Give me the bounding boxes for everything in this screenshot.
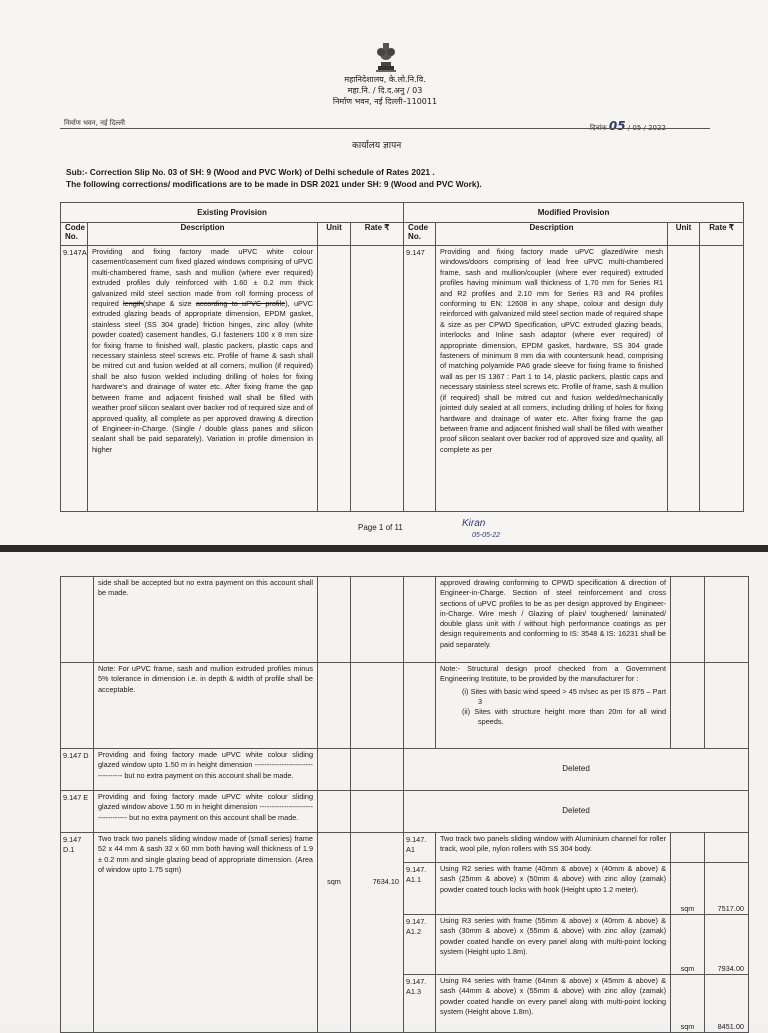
existing-description-cell: Note: For uPVC frame, sash and mullion extruded profiles minus 5% tolerance in dimension i.e. in depth & width of profile shall be acceptable. [94, 663, 318, 749]
subject-block [66, 166, 482, 190]
table-row [61, 833, 749, 863]
modified-rate-cell [700, 246, 744, 512]
modified-rate-cell: 7517.00 [705, 863, 749, 915]
deleted-cell: Deleted [404, 749, 749, 791]
national-emblem-icon [372, 40, 400, 74]
list-item: (ii) Sites with structure height more than 20m for all wind speeds. [462, 707, 666, 727]
existing-provision-header: Existing Provision [61, 203, 404, 223]
code-cell: 9.147 D [61, 749, 94, 791]
code-cell: 9.147 E [61, 791, 94, 833]
table-row [61, 663, 749, 749]
modified-provision-header: Modified Provision [404, 203, 744, 223]
deleted-cell: Deleted [404, 791, 749, 833]
existing-unit-cell [318, 246, 351, 512]
existing-rate-cell: 7634.10 [351, 833, 404, 1033]
existing-rate-cell [351, 246, 404, 512]
wind-criteria-list [440, 687, 666, 728]
modified-unit-cell [668, 246, 700, 512]
document-page-2 [0, 552, 768, 1031]
signature-date: 05-05-22 [472, 532, 501, 539]
page-number: Page 1 of 11 [358, 523, 403, 532]
provision-table-page-2 [60, 576, 749, 1033]
date-field [590, 119, 666, 133]
subject-line-2: The following corrections/ modifications are to be made in DSR 2021 under SH: 9 (Wood and PVC Work). [66, 179, 482, 189]
table-row [61, 791, 749, 833]
code-cell: 9.147. A1.2 [404, 915, 436, 975]
existing-code-cell: 9.147A [61, 246, 88, 512]
provision-table-page-1 [60, 202, 744, 512]
modified-description-cell: Using R2 series with frame (40mm & above) x (40mm & above) & sash (25mm & above) x (50mm & above) with zinc alloy (zamak) powder coated touch locks with hook (Height upto 1.2 meter). [436, 863, 671, 915]
existing-description-cell: Providing and fixing factory made uPVC white colour sliding glazed window above 1.50 m in height dimension ---------------------------------- but no extra payment on this account shall be made. [94, 791, 318, 833]
col-code-existing: Code No. [61, 223, 88, 246]
col-unit-modified: Unit [668, 223, 700, 246]
modified-unit-cell: sqm [671, 915, 705, 975]
date-day: 05 [608, 119, 626, 133]
modified-description-cell: Note:- Structural design proof checked from a Government Engineering Institute, to be provided by the manufacturer for : (i) Sites with basic wind speed > 45 m/sec as per IS 875 – Part 3 (ii) Sites with structure height more than 20m for all wind speeds. [436, 663, 671, 749]
modified-unit-cell: sqm [671, 975, 705, 1033]
address-left: निर्माण भवन, नई दिल्ली [64, 119, 125, 127]
header-line-3: निर्माण भवन, नई दिल्ली–110011 [332, 97, 438, 106]
col-desc-existing: Description [88, 223, 318, 246]
modified-rate-cell: 8451.00 [705, 975, 749, 1033]
col-rate-modified: Rate ₹ [700, 223, 744, 246]
col-code-modified: Code No. [404, 223, 436, 246]
modified-description-cell: approved drawing conforming to CPWD specification & direction of Engineer-in-Charge. Section of steel reinforcement and cross sections of uPVC profiles to be as per design approved by Engineer-in-Charge. Wire mesh / Glazing of plain/ toughened/ laminated/ double glass unit with / without high performance coatings as per design requirements and conforming to IS: 3548 & IS: 16231 shall be paid separately. [436, 577, 671, 663]
modified-description-cell: Using R4 series with frame (64mm & above) x (45mm & above) & sash (44mm & above) x (55mm & above) with zinc alloy (zamak) powder coated handle on every panel along with multi-point locking system (Height above 1.8m). [436, 975, 671, 1033]
struck-text: according to uPVC profile [195, 299, 286, 309]
modified-description-cell: Using R3 series with frame (55mm & above) x (40mm & above) & sash (30mm & above) x (55mm & above) with zinc alloy (zamak) powder coated handle on every panel along with multi-point locking system (Height upto 1.8m). [436, 915, 671, 975]
modified-code-cell: 9.147 [404, 246, 436, 512]
code-cell: 9.147. A1.3 [404, 975, 436, 1033]
existing-description-cell: side shall be accepted but no extra payment on this account shall be made. [94, 577, 318, 663]
modified-rate-cell: 7934.00 [705, 915, 749, 975]
col-desc-modified: Description [436, 223, 668, 246]
modified-description-cell: Two track two panels sliding window with Aluminium channel for roller track, wool pile, nylon rollers with SS 304 body. [436, 833, 671, 863]
list-item: (i) Sites with basic wind speed > 45 m/sec as per IS 875 – Part 3 [462, 686, 666, 706]
existing-description-cell: Providing and fixing factory made uPVC white colour casement/casement cum fixed glazed windows comprising of uPVC multi-chambered frame, sash and mullion (where ever required) extruded profiles duly reinforced with 1.60 ± 0.2 mm thick galvanized mild steel section made from roll forming process of required length(shape & size according to uPVC profile), uPVC extruded glazing beads of appropriate dimension, EPDM gasket, stainless steel (SS 304 grade) friction hinges, zinc alloy (white powder coated) casement handles, G.I fasteners 100 x 8 mm size for fixing frame to finished wall, plastic packers, plastic caps and necessary stainless steel screws etc. Profile of frame & sash shall be mitred cut and fusion welded at all corners, mullion (if required) shall be also fusion welded including drilling of holes for fixing hardware's and drainage of water etc. After fixing frame the gap between frame and adjacent finished wall shall be filled with weather proof silicon sealant over backer rod of required size and of approved quality, all complete as per approved drawing & direction of Engineer-in-Charge. (Single / double glass panes and silicon sealant shall be paid separately). Variation in profile dimension in higher [88, 246, 318, 512]
signature: Kiran 05-05-22 [462, 518, 501, 539]
modified-unit-cell: sqm [671, 863, 705, 915]
col-unit-existing: Unit [318, 223, 351, 246]
date-label: दिनांक [590, 124, 607, 132]
header-line-2: महा.नि. / दि.द.अनु / 03 [347, 86, 423, 95]
table-row [61, 749, 749, 791]
table-row [61, 577, 749, 663]
memo-title: कार्यालय ज्ञापन [352, 141, 402, 151]
code-cell: 9.147. A1 [404, 833, 436, 863]
struck-text: length [123, 299, 143, 309]
header-divider [60, 128, 710, 129]
existing-description-cell: Two track two panels sliding window made of (small series) frame 52 x 44 mm & sash 32 x 60 mm both having wall thickness of 1.9 ± 0.2 mm and single glazing bead of appropriate dimension. (Area of window upto 1.75 sqm) [94, 833, 318, 1033]
code-cell: 9.147 D.1 [61, 833, 94, 1033]
subject-line-1: Sub:- Correction Slip No. 03 of SH: 9 (Wood and PVC Work) of Delhi schedule of Rates 2021 . [66, 167, 435, 177]
existing-unit-cell: sqm [318, 833, 351, 1033]
col-rate-existing: Rate ₹ [351, 223, 404, 246]
page-gap [0, 545, 768, 552]
date-rest: / 05 / 2022 [627, 124, 666, 132]
modified-description-cell: Providing and fixing factory made uPVC glazed/wire mesh windows/doors comprising of lead free uPVC multi-chambered frame, sash and mullion/coupler (where ever required) extruded profiles having minimum wall thickness of 1.70 mm for Series R1 and R2 profiles and 2.10 mm for Series R3 and R4 profiles conforming to EN: 12608 in any shape, colour and design duly reinforced with galvanized mild steel section made of required shape & size as per CPWD Specification, uPVC extruded glazing beads, interlocks and Inline sash adaptor (where ever required) of appropriate dimension, EPDM gasket, hardware, SS 304 grade fasteners of minimum 8 mm dia with countersunk head, comprising of matching polyamide PA6 grade sleeve for fixing frame to finished wall as per IS 1367 : Part 1 to 14, plastic packers, plastic caps and necessary stainless steel screws etc. Profile of frame, sash & mullion (if required) shall be mitred cut and fusion welded/mechanically jointed duly sealed at all corners, including drilling of holes for fixing hardware and drainage of water etc. After fixing frame the gap between frame and adjacent finished wall shall be filled with weather proof silicon sealant over backer rod of approved size and quality, all complete as per [436, 246, 668, 512]
existing-description-cell: Providing and fixing factory made uPVC white colour sliding glazed window upto 1.50 m in height dimension ---------------------------------- but no extra payment on this account shall be made. [94, 749, 318, 791]
code-cell: 9.147. A1.1 [404, 863, 436, 915]
header-line-1: महानिदेशालय, के.लो.नि.वि. [344, 75, 426, 84]
